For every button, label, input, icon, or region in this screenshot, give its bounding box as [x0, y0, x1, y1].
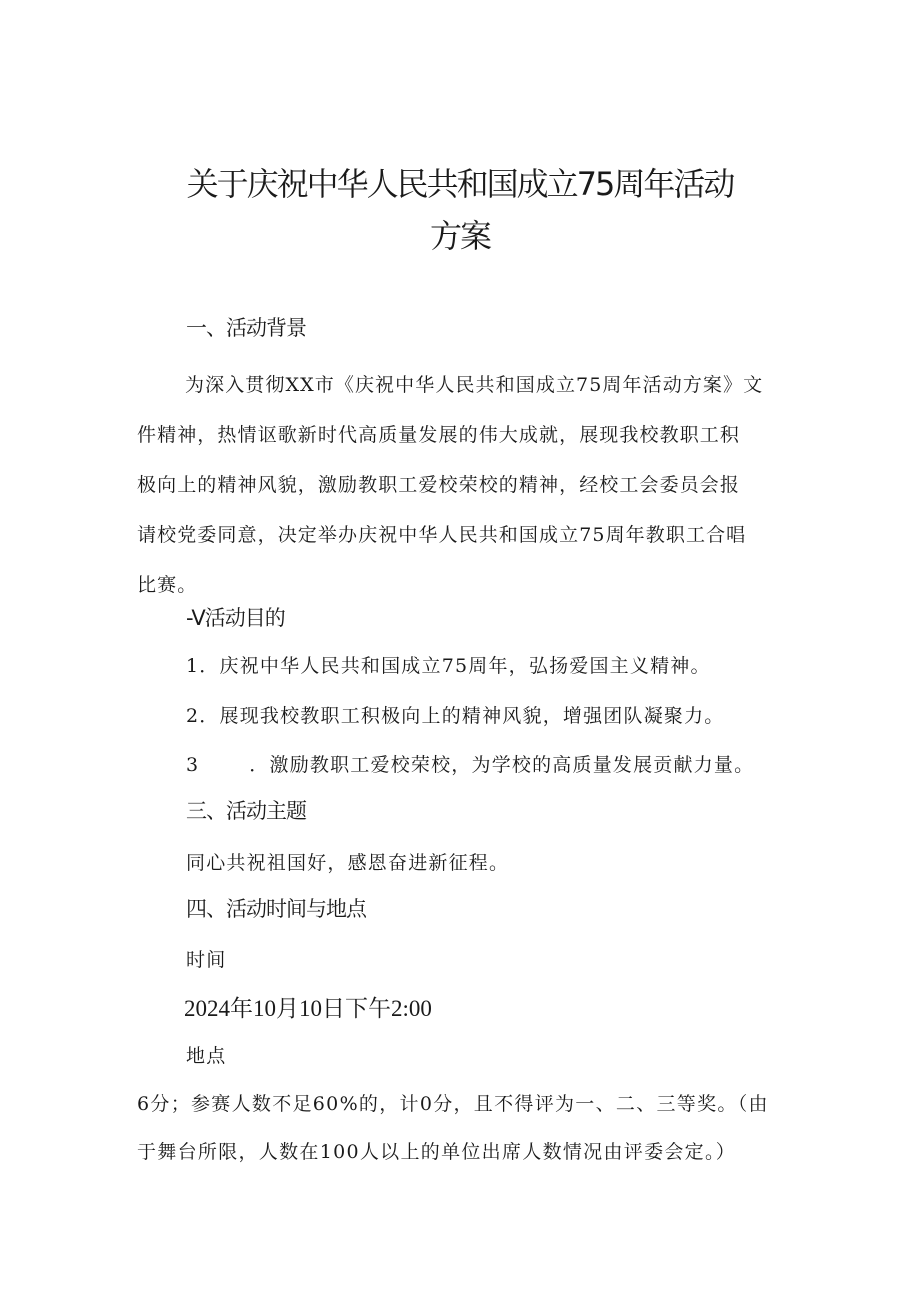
section-heading-time-place: 四、活动时间与地点 [186, 897, 366, 921]
paragraph-line: 比赛。 [137, 574, 198, 596]
purpose-item-text: ．庆祝中华人民共和国成立75周年，弘扬爱国主义精神。 [199, 655, 711, 677]
time-value: 2024年10月10日下午2:00 [184, 996, 432, 1021]
paragraph-line: 件精神，热情讴歌新时代高质量发展的伟大成就，展现我校教职工积 [137, 424, 741, 446]
theme-text: 同心共祝祖国好，感恩奋进新征程。 [186, 852, 510, 874]
paragraph-line: 于舞台所限，人数在100人以上的单位出席人数情况由评委会定。） [137, 1141, 737, 1163]
document-title-line2: 方案 [429, 217, 490, 255]
trailing-paragraph [137, 1080, 802, 1176]
section-heading-theme: 三、活动主题 [186, 799, 306, 823]
paragraph-line: 为深入贯彻XX市《庆祝中华人民共和国成立75周年活动方案》文 [185, 374, 764, 396]
purpose-item-2 [186, 701, 725, 728]
purpose-item-text: ．展现我校教职工积极向上的精神风貌，增强团队凝聚力。 [199, 705, 725, 727]
purpose-item-3 [186, 750, 754, 777]
time-label: 时间 [186, 949, 227, 971]
purpose-item-number: 3 [186, 754, 200, 776]
background-paragraph [137, 360, 797, 610]
paragraph-line: 请校党委同意，决定举办庆祝中华人民共和国成立75周年教职工合唱 [137, 524, 747, 546]
paragraph-line: 极向上的精神风貌，激励教职工爱校荣校的精神，经校工会委员会报 [137, 474, 741, 496]
purpose-item-number: 1 [186, 655, 200, 677]
purpose-item-number: 2 [186, 705, 200, 727]
place-label: 地点 [186, 1045, 227, 1067]
section-heading-background: 一、活动背景 [186, 316, 306, 340]
purpose-item-text: ．激励教职工爱校荣校，为学校的高质量发展贡献力量。 [249, 754, 755, 776]
section-heading-purpose: -V活动目的 [186, 606, 285, 630]
document-title-line1: 关于庆祝中华人民共和国成立75周年活动 [186, 165, 734, 203]
purpose-item-1 [186, 651, 711, 678]
paragraph-line: 6分；参赛人数不足60%的，计0分，且不得评为一、二、三等奖。（由 [137, 1093, 769, 1115]
